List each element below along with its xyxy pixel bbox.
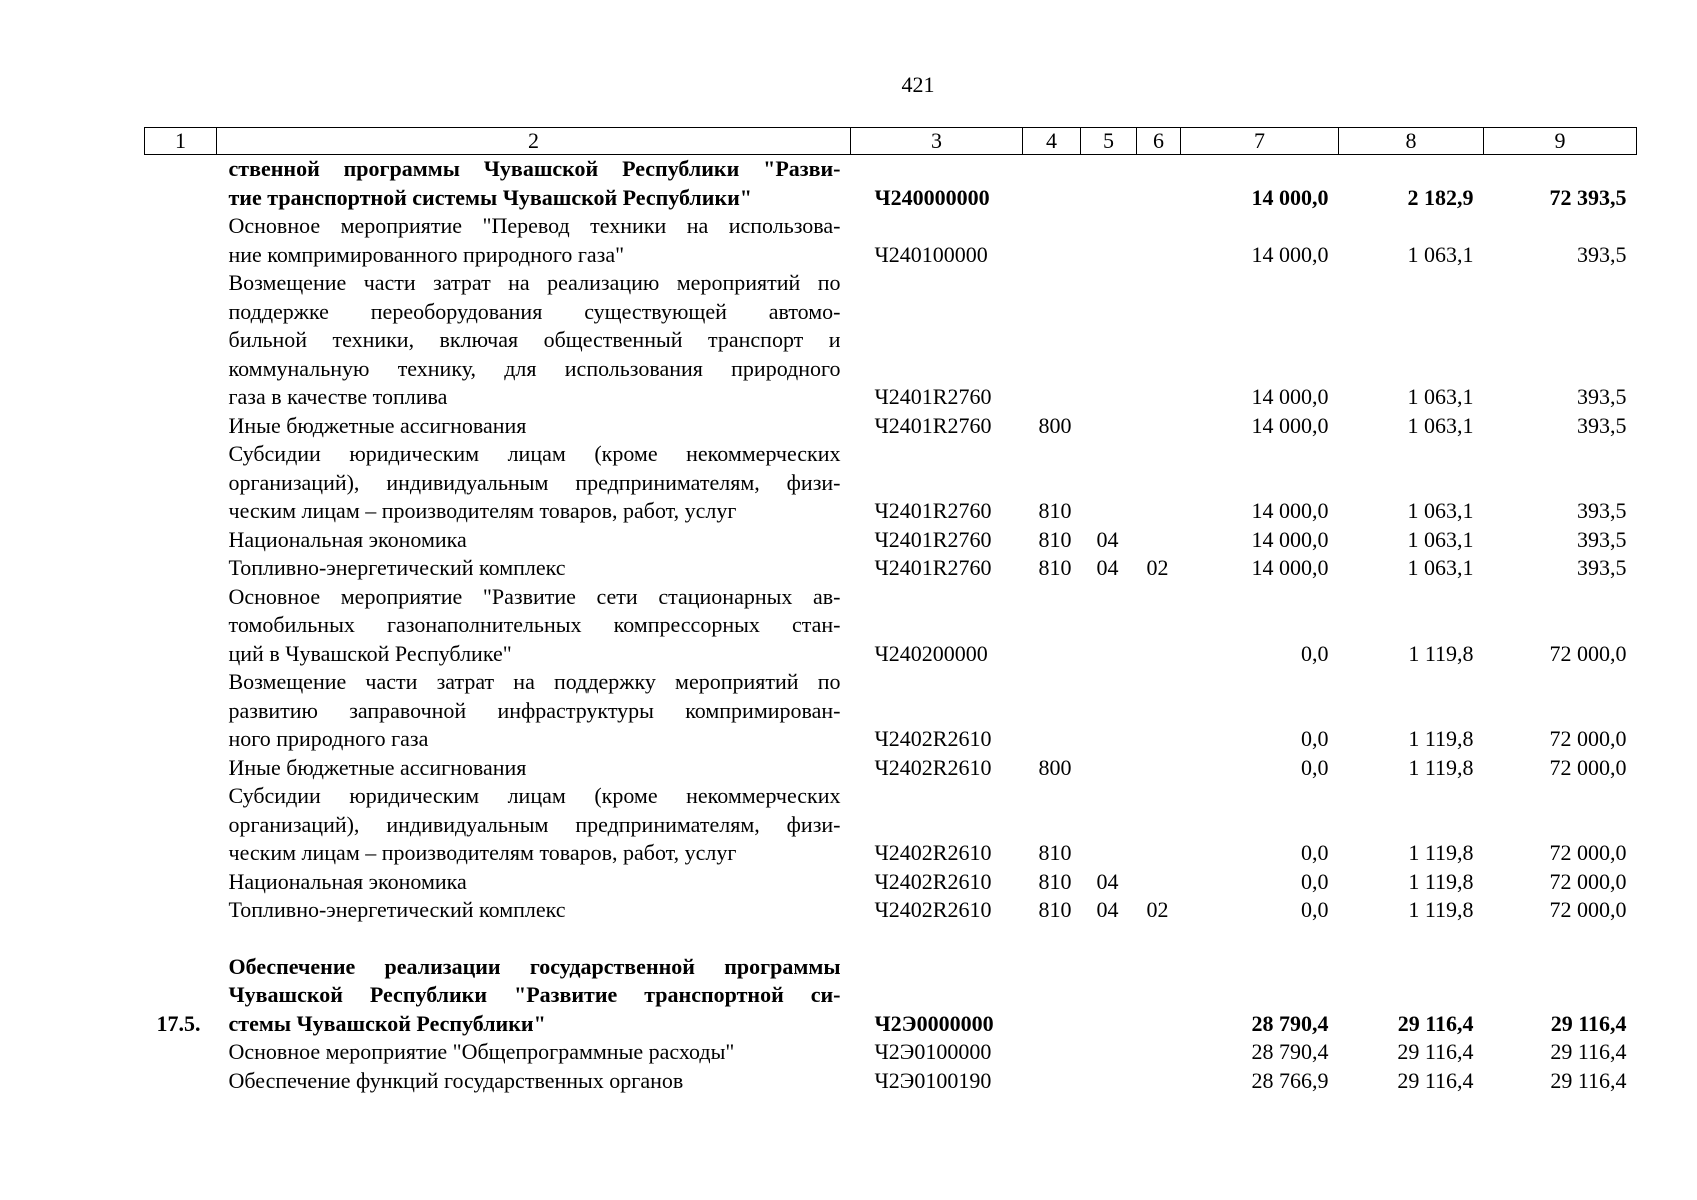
row-name-line: Обеспечение функций государственных органов [228,1067,684,1093]
subsection-code [1137,868,1181,897]
expense-type-code [1023,1038,1081,1067]
subsection-code [1137,782,1181,868]
subsection-code [1137,526,1181,555]
row-name-line: организаций), индивидуальным предпринимателям, физи- [228,811,841,837]
amount-col-8: 1 063,1 [1407,412,1474,438]
table-row [145,583,1637,669]
header-col-1: 1 [145,128,217,155]
row-name-line: Возмещение части затрат на реализацию мероприятий по [228,270,841,295]
row-name-line: стемы Чувашской Республики" [228,1010,546,1036]
amount-col-9: 393,5 [1577,526,1627,552]
column-number-header [145,128,1637,155]
row-name [217,583,851,669]
target-article-code: Ч2402R2610 [874,868,992,894]
expense-type-code: 800 [1038,754,1072,780]
amount-col-7: 0,0 [1301,726,1329,751]
subsection-code [1137,155,1181,213]
row-name-line: поддержке переоборудования существующей автомо- [228,298,841,324]
amount-col-9: 393,5 [1577,498,1627,523]
expense-type-code [1023,212,1081,269]
amount-col-8: 2 182,9 [1407,184,1474,210]
header-col-6: 6 [1137,128,1181,155]
subsection-code [1137,1038,1181,1067]
row-name [217,668,851,754]
target-article-code: Ч2Э0000000 [874,1010,994,1036]
row-name [217,868,851,897]
row-name-line: организаций), индивидуальным предпринимателям, физи- [228,469,841,495]
row-number [145,782,217,868]
target-article-code: Ч2Э0100000 [874,1039,992,1064]
page-number: 421 [901,72,935,97]
amount-col-7: 14 000,0 [1251,184,1329,210]
row-name-line: Топливно-энергетический комплекс [228,555,566,580]
amount-col-9: 29 116,4 [1550,1039,1627,1064]
header-col-3: 3 [851,128,1023,155]
amount-col-9: 72 000,0 [1549,754,1627,780]
target-article-code: Ч2402R2610 [874,840,992,865]
subsection-code [1137,412,1181,441]
row-name [217,212,851,269]
table-body [145,155,1637,1096]
section-code [1081,440,1137,526]
section-code: 04 [1096,526,1119,552]
row-name-line: Возмещение части затрат на поддержку мероприятий по [228,669,841,694]
row-name [217,526,851,555]
target-article-code: Ч2401R2760 [874,412,992,438]
amount-col-8: 29 116,4 [1397,1039,1474,1064]
table-row [145,668,1637,754]
target-article-code: Ч2401R2760 [874,526,992,552]
subsection-code [1137,440,1181,526]
header-col-2: 2 [217,128,851,155]
expense-type-code [1023,953,1081,1039]
subsection-code: 02 [1146,897,1169,922]
row-number: 17.5. [156,1010,201,1036]
amount-col-8: 1 063,1 [1407,526,1474,552]
expense-type-code [1023,583,1081,669]
expense-type-code: 810 [1038,526,1072,552]
table-row [145,1067,1637,1096]
section-code [1081,1067,1137,1096]
expense-type-code: 810 [1038,840,1072,865]
row-number [145,668,217,754]
row-name-line: Национальная экономика [228,526,467,552]
row-name-line: Иные бюджетные ассигнования [228,412,527,438]
header-col-8: 8 [1339,128,1484,155]
row-name-line: ние компримированного природного газа" [228,241,625,267]
subsection-code [1137,953,1181,1039]
row-name [217,1067,851,1096]
target-article-code: Ч240200000 [874,640,988,666]
section-code: 04 [1096,555,1119,580]
row-number [145,896,217,925]
table-row [145,754,1637,783]
section-code [1081,782,1137,868]
table-row [145,212,1637,269]
table-row [145,526,1637,555]
table-row [145,412,1637,441]
amount-col-7: 14 000,0 [1251,241,1329,267]
amount-col-9: 393,5 [1577,412,1627,438]
row-name-line: Субсидии юридическим лицам (кроме некоммерческих [228,783,841,808]
amount-col-7: 0,0 [1301,868,1329,894]
amount-col-7: 14 000,0 [1251,555,1329,580]
row-number [145,440,217,526]
row-name-line: Субсидии юридическим лицам (кроме некоммерческих [228,441,841,466]
row-name-line: Основное мероприятие "Общепрограммные расходы" [228,1039,735,1064]
row-name-line: Чувашской Республики "Развитие транспортной си- [228,982,841,1007]
amount-col-7: 14 000,0 [1251,526,1329,552]
amount-col-8: 1 119,8 [1408,640,1474,666]
row-name-line: Национальная экономика [228,868,467,894]
row-name-line: тие транспортной системы Чувашской Республики" [228,184,753,210]
amount-col-9: 393,5 [1577,555,1627,580]
expense-type-code [1023,155,1081,213]
row-number [145,212,217,269]
section-code [1081,155,1137,213]
expense-type-code [1023,1067,1081,1096]
amount-col-8: 1 119,8 [1408,754,1474,780]
row-name-line: газа в качестве топлива [228,384,448,409]
amount-col-8: 1 063,1 [1407,241,1474,267]
row-number [145,554,217,583]
amount-col-7: 14 000,0 [1251,498,1329,523]
amount-col-7: 14 000,0 [1251,412,1329,438]
section-code: 04 [1096,897,1119,922]
subsection-code [1137,668,1181,754]
amount-col-8: 1 063,1 [1407,555,1474,580]
table-row [145,1038,1637,1067]
section-code [1081,754,1137,783]
amount-col-9: 393,5 [1577,241,1627,267]
section-code [1081,953,1137,1039]
amount-col-9: 72 000,0 [1549,726,1627,751]
amount-col-9: 72 000,0 [1549,897,1627,922]
subsection-code: 02 [1146,555,1169,580]
expense-type-code: 800 [1038,412,1072,438]
amount-col-8: 1 063,1 [1407,498,1474,523]
row-number [145,269,217,412]
spacer-cell [145,925,1637,953]
subsection-code [1137,212,1181,269]
row-name-line: Основное мероприятие "Развитие сети стационарных ав- [228,583,841,609]
target-article-code: Ч2402R2610 [874,726,992,751]
amount-col-8: 1 119,8 [1408,868,1474,894]
row-name-line: развитию заправочной инфраструктуры компримирован- [228,697,841,723]
row-number [145,868,217,897]
row-name [217,754,851,783]
amount-col-8: 1 119,8 [1408,726,1474,751]
table-row [145,782,1637,868]
table-row [145,868,1637,897]
amount-col-9: 72 393,5 [1549,184,1627,210]
expense-type-code [1023,668,1081,754]
amount-col-7: 0,0 [1301,897,1329,922]
target-article-code: Ч2401R2760 [874,384,992,409]
expense-type-code: 810 [1038,555,1072,580]
target-article-code: Ч2401R2760 [874,555,992,580]
amount-col-9: 29 116,4 [1550,1067,1627,1093]
row-name-line: Основное мероприятие "Перевод техники на использова- [228,213,841,238]
row-name-line: Иные бюджетные ассигнования [228,754,527,780]
header-col-7: 7 [1181,128,1339,155]
row-name-line: бильной техники, включая общественный транспорт и [228,327,841,352]
amount-col-9: 393,5 [1577,384,1627,409]
amount-col-9: 72 000,0 [1549,640,1627,666]
expense-type-code: 810 [1038,498,1072,523]
amount-col-7: 28 790,4 [1251,1039,1329,1064]
target-article-code: Ч2402R2610 [874,754,992,780]
section-code: 04 [1096,868,1119,894]
amount-col-9: 72 000,0 [1549,868,1627,894]
row-name [217,896,851,925]
amount-col-7: 0,0 [1301,840,1329,865]
amount-col-7: 28 790,4 [1251,1010,1329,1036]
row-name-line: Обеспечение реализации государственной программы [228,953,841,979]
section-code [1081,412,1137,441]
row-name-line: ственной программы Чувашской Республики "Разви- [228,156,841,181]
row-name [217,440,851,526]
row-name [217,953,851,1039]
table-row [145,155,1637,213]
amount-col-9: 29 116,4 [1550,1010,1627,1036]
section-code [1081,668,1137,754]
subsection-code [1137,1067,1181,1096]
row-name [217,269,851,412]
amount-col-8: 1 119,8 [1408,840,1474,865]
expense-type-code: 810 [1038,868,1072,894]
row-name [217,554,851,583]
amount-col-7: 14 000,0 [1251,384,1329,409]
header-col-5: 5 [1081,128,1137,155]
row-number [145,526,217,555]
row-name-line: ческим лицам – производителям товаров, работ, услуг [228,498,737,523]
amount-col-8: 29 116,4 [1397,1010,1474,1036]
budget-table [144,127,1637,1095]
amount-col-9: 72 000,0 [1549,840,1627,865]
row-name [217,412,851,441]
subsection-code [1137,269,1181,412]
spacer-row [145,925,1637,953]
header-col-4: 4 [1023,128,1081,155]
row-number [145,1067,217,1096]
section-code [1081,1038,1137,1067]
row-name-line: томобильных газонаполнительных компрессорных стан- [228,612,841,637]
table-row [145,896,1637,925]
amount-col-8: 1 119,8 [1408,897,1474,922]
row-number [145,412,217,441]
section-code [1081,583,1137,669]
expense-type-code [1023,269,1081,412]
target-article-code: Ч2401R2760 [874,498,992,523]
table-row [145,440,1637,526]
target-article-code: Ч2402R2610 [874,897,992,922]
row-number [145,754,217,783]
table-row [145,953,1637,1039]
target-article-code: Ч240000000 [874,184,990,210]
row-name-line: ческим лицам – производителям товаров, работ, услуг [228,840,737,865]
row-name [217,1038,851,1067]
row-number [145,155,217,213]
target-article-code: Ч2Э0100190 [874,1067,992,1093]
row-name [217,782,851,868]
header-col-9: 9 [1484,128,1637,155]
amount-col-8: 1 063,1 [1407,384,1474,409]
row-name-line: Топливно-энергетический комплекс [228,897,566,922]
section-code [1081,269,1137,412]
table-row [145,269,1637,412]
section-code [1081,212,1137,269]
amount-col-7: 0,0 [1301,640,1329,666]
subsection-code [1137,583,1181,669]
row-name [217,155,851,213]
row-name-line: ного природного газа [228,726,429,751]
amount-col-7: 28 766,9 [1251,1067,1329,1093]
row-number [145,1038,217,1067]
subsection-code [1137,754,1181,783]
row-number [145,583,217,669]
row-name-line: ций в Чувашской Республике" [228,640,512,666]
amount-col-8: 29 116,4 [1397,1067,1474,1093]
expense-type-code: 810 [1038,897,1072,922]
target-article-code: Ч240100000 [874,241,988,267]
amount-col-7: 0,0 [1301,754,1329,780]
row-name-line: коммунальную технику, для использования природного [228,355,841,381]
table-row [145,554,1637,583]
